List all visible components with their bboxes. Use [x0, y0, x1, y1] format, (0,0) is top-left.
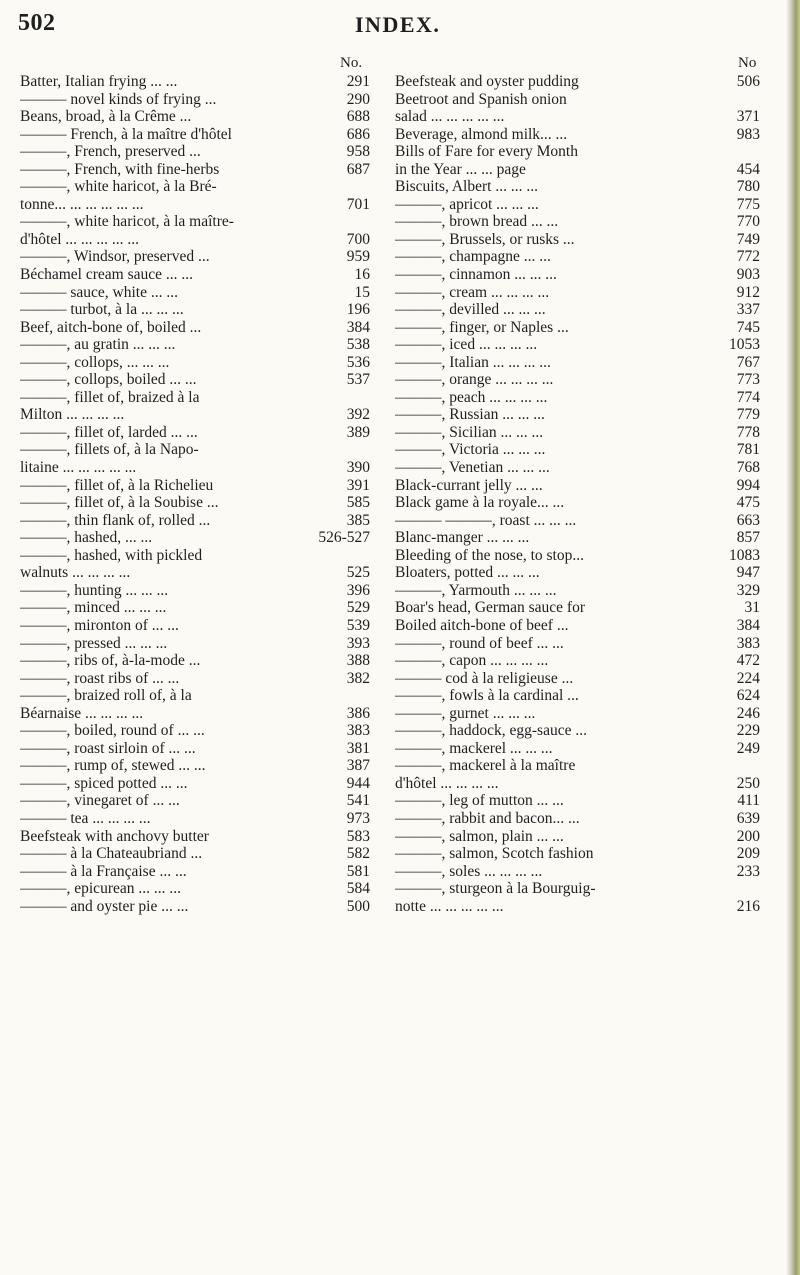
entry-text: ———, fillet of, braized à la	[20, 388, 200, 406]
index-entry	[395, 73, 760, 91]
entry-number: 506	[736, 73, 760, 90]
entry-number: 246	[736, 704, 760, 722]
entry-number: 538	[346, 336, 370, 354]
entry-number: 15	[354, 283, 370, 301]
index-entry	[395, 617, 760, 635]
index-entry	[20, 441, 370, 459]
entry-text: ———, French, with fine-herbs	[20, 160, 220, 178]
entry-number: 781	[736, 441, 760, 459]
entry-number: 584	[346, 880, 370, 898]
index-entry	[395, 670, 760, 688]
entry-number: 224	[736, 669, 760, 687]
entry-number: 291	[346, 73, 370, 90]
entry-number: 216	[736, 897, 760, 915]
entry-number: 1083	[729, 546, 760, 564]
entry-number: 1053	[729, 336, 760, 354]
entry-number: 541	[346, 792, 370, 810]
entry-number: 663	[736, 511, 760, 529]
entry-text: ———, Sicilian ... ... ...	[395, 423, 544, 441]
index-entry	[395, 336, 760, 354]
index-entry	[20, 687, 370, 705]
entry-number: 994	[736, 476, 760, 494]
entry-text: ———, Venetian ... ... ...	[395, 459, 550, 477]
entry-text: ———, sturgeon à la Bourguig-	[395, 880, 596, 898]
entry-number: 31	[744, 599, 760, 617]
entry-number: 583	[346, 827, 370, 845]
index-entry	[20, 740, 370, 758]
entry-number: 249	[736, 739, 760, 757]
index-entry	[20, 284, 370, 302]
entry-number: 229	[736, 722, 760, 740]
entry-text: ——— cod à la religieuse ...	[395, 669, 574, 687]
index-entry	[395, 792, 760, 810]
index-entry	[395, 389, 760, 407]
entry-text: ———, round of beef ... ...	[395, 634, 564, 652]
entry-number: 780	[736, 178, 760, 196]
entry-number: 581	[346, 862, 370, 880]
entry-text: ———, epicurean ... ... ...	[20, 880, 181, 898]
entry-text: ———, haddock, egg-sauce ...	[395, 722, 587, 740]
entry-text: ——— and oyster pie ... ...	[20, 897, 189, 915]
entry-text: ———, Brussels, or rusks ...	[395, 230, 575, 248]
entry-number: 411	[737, 792, 760, 810]
entry-text: ———, salmon, Scotch fashion	[395, 845, 594, 863]
index-entry	[20, 792, 370, 810]
entry-number: 382	[346, 669, 370, 687]
entry-number: 383	[736, 634, 760, 652]
index-entry	[395, 424, 760, 442]
entry-number: 385	[346, 511, 370, 529]
entry-text: ———, collops, boiled ... ...	[20, 371, 197, 389]
entry-number: 529	[346, 599, 370, 617]
entry-number: 390	[346, 459, 370, 477]
entry-number: 329	[736, 581, 760, 599]
entry-text: ———, hashed, ... ...	[20, 529, 153, 547]
index-entry	[395, 722, 760, 740]
entry-text: ——— ———, roast ... ... ...	[395, 511, 577, 529]
index-entry	[395, 880, 760, 898]
entry-number: 290	[346, 90, 370, 108]
index-entry	[395, 91, 760, 109]
entry-text: ———, rabbit and bacon... ...	[395, 809, 580, 827]
left-index-column	[20, 73, 370, 915]
entry-text: ———, ribs of, à-la-mode ...	[20, 652, 201, 670]
entry-text: Bleeding of the nose, to stop...	[395, 546, 584, 564]
entry-text: d'hôtel ... ... ... ... ...	[20, 230, 140, 248]
entry-text: ———, spiced potted ... ...	[20, 774, 188, 792]
entry-text: ——— à la Chateaubriand ...	[20, 845, 203, 863]
entry-number: 773	[736, 371, 760, 389]
entry-text: ———, orange ... ... ... ...	[395, 371, 554, 389]
entry-text: Boiled aitch-bone of beef ...	[395, 616, 569, 634]
entry-number: 983	[736, 125, 760, 143]
index-entry	[20, 582, 370, 600]
index-entry	[395, 248, 760, 266]
entry-text: ———, peach ... ... ... ...	[395, 388, 548, 406]
index-entry	[20, 863, 370, 881]
entry-number: 537	[346, 371, 370, 389]
entry-number: 337	[736, 301, 760, 319]
index-entry	[395, 705, 760, 723]
entry-number: 472	[736, 652, 760, 670]
entry-number: 912	[736, 283, 760, 301]
entry-text: salad ... ... ... ... ...	[395, 108, 505, 126]
entry-text: ———, roast ribs of ... ...	[20, 669, 180, 687]
left-column-header: No.	[340, 55, 363, 71]
index-entry	[395, 231, 760, 249]
entry-number: 959	[346, 248, 370, 266]
entry-number: 233	[736, 862, 760, 880]
entry-text: ———, devilled ... ... ...	[395, 301, 546, 319]
index-entry	[20, 494, 370, 512]
index-entry	[395, 284, 760, 302]
entry-number: 16	[354, 266, 370, 284]
entry-number: 686	[346, 125, 370, 143]
entry-text: ———, Russian ... ... ...	[395, 406, 545, 424]
entry-text: ———, fillet of, larded ... ...	[20, 423, 198, 441]
entry-number: 585	[346, 494, 370, 512]
index-entry	[20, 406, 370, 424]
index-entry	[20, 91, 370, 109]
entry-text: walnuts ... ... ... ...	[20, 564, 131, 582]
entry-text: ———, mackerel à la maître	[395, 757, 576, 775]
entry-number: 624	[736, 687, 760, 705]
index-entry	[395, 143, 760, 161]
entry-number: 947	[736, 564, 760, 582]
entry-number: 700	[346, 230, 370, 248]
entry-text: Beef, aitch-bone of, boiled ...	[20, 318, 202, 336]
index-entry	[20, 108, 370, 126]
index-entry	[395, 635, 760, 653]
entry-number: 500	[346, 897, 370, 915]
index-entry	[20, 880, 370, 898]
right-column-header: No	[738, 55, 757, 71]
entry-number: 383	[346, 722, 370, 740]
index-entry	[395, 740, 760, 758]
entry-text: ———, brown bread ... ...	[395, 213, 559, 231]
index-entry	[395, 810, 760, 828]
index-entry	[395, 108, 760, 126]
index-entry	[395, 898, 760, 916]
entry-number: 639	[736, 809, 760, 827]
index-entry	[395, 828, 760, 846]
entry-text: ———, roast sirloin of ... ...	[20, 739, 196, 757]
index-entry	[395, 161, 760, 179]
entry-text: ———, gurnet ... ... ...	[395, 704, 536, 722]
entry-number: 770	[736, 213, 760, 231]
entry-number: 745	[736, 318, 760, 336]
index-entry	[395, 406, 760, 424]
entry-text: ——— French, à la maître d'hôtel	[20, 125, 232, 143]
index-entry	[395, 477, 760, 495]
entry-text: ———, hashed, with pickled	[20, 546, 203, 564]
index-entry	[20, 178, 370, 196]
entry-text: ———, white haricot, à la Bré-	[20, 178, 217, 196]
index-entry	[395, 319, 760, 337]
entry-text: Bills of Fare for every Month	[395, 143, 578, 161]
index-entry	[20, 389, 370, 407]
running-head: INDEX.	[355, 12, 441, 37]
entry-text: ———, apricot ... ... ...	[395, 195, 539, 213]
index-entry	[20, 775, 370, 793]
entry-number: 381	[346, 739, 370, 757]
entry-number: 526-527	[318, 529, 370, 547]
index-entry	[395, 599, 760, 617]
index-entry	[395, 126, 760, 144]
entry-number: 857	[736, 529, 760, 547]
index-entry	[20, 266, 370, 284]
index-entry	[20, 529, 370, 547]
index-entry	[20, 248, 370, 266]
entry-number: 396	[346, 581, 370, 599]
entry-number: 393	[346, 634, 370, 652]
entry-number: 701	[346, 195, 370, 213]
index-entry	[20, 722, 370, 740]
entry-number: 687	[346, 160, 370, 178]
index-entry	[20, 617, 370, 635]
index-entry	[20, 161, 370, 179]
index-entry	[395, 301, 760, 319]
index-entry	[20, 898, 370, 916]
entry-number: 371	[736, 108, 760, 126]
index-entry	[395, 845, 760, 863]
entry-number: 525	[346, 564, 370, 582]
entry-text: Black-currant jelly ... ...	[395, 476, 543, 494]
index-entry	[395, 512, 760, 530]
index-entry	[20, 810, 370, 828]
index-entry	[20, 564, 370, 582]
entry-number: 388	[346, 652, 370, 670]
entry-text: ———, Yarmouth ... ... ...	[395, 581, 557, 599]
entry-number: 772	[736, 248, 760, 266]
entry-number: 973	[346, 809, 370, 827]
entry-text: Beefsteak and oyster pudding	[395, 73, 579, 90]
index-entry	[20, 213, 370, 231]
entry-text: ——— sauce, white ... ...	[20, 283, 178, 301]
index-entry	[395, 652, 760, 670]
entry-text: Béchamel cream sauce ... ...	[20, 266, 193, 284]
entry-number: 774	[736, 388, 760, 406]
index-entry	[20, 828, 370, 846]
entry-text: ———, braized roll of, à la	[20, 687, 192, 705]
entry-text: ———, white haricot, à la maître-	[20, 213, 234, 231]
entry-text: ———, fillet of, à la Richelieu	[20, 476, 214, 494]
entry-number: 958	[346, 143, 370, 161]
entry-text: ———, vinegaret of ... ...	[20, 792, 180, 810]
entry-number: 384	[346, 318, 370, 336]
entry-number: 454	[736, 160, 760, 178]
entry-number: 392	[346, 406, 370, 424]
entry-text: ———, champagne ... ...	[395, 248, 551, 266]
entry-text: ———, finger, or Naples ...	[395, 318, 569, 336]
entry-text: ——— tea ... ... ... ...	[20, 809, 151, 827]
index-entry	[20, 354, 370, 372]
entry-number: 475	[736, 494, 760, 512]
index-entry	[20, 424, 370, 442]
index-entry	[395, 863, 760, 881]
entry-number: 196	[346, 301, 370, 319]
index-entry	[20, 371, 370, 389]
index-entry	[20, 705, 370, 723]
entry-text: in the Year ... ... page	[395, 160, 526, 178]
index-entry	[20, 599, 370, 617]
entry-number: 903	[736, 266, 760, 284]
entry-number: 775	[736, 195, 760, 213]
index-entry	[20, 196, 370, 214]
entry-number: 391	[346, 476, 370, 494]
entry-text: ———, pressed ... ... ...	[20, 634, 168, 652]
entry-text: Black game à la royale... ...	[395, 494, 565, 512]
index-entry	[395, 775, 760, 793]
entry-number: 582	[346, 845, 370, 863]
entry-text: ———, fillet of, à la Soubise ...	[20, 494, 219, 512]
entry-number: 389	[346, 423, 370, 441]
index-entry	[20, 547, 370, 565]
entry-text: ———, salmon, plain ... ...	[395, 827, 564, 845]
entry-text: ——— turbot, à la ... ... ...	[20, 301, 184, 319]
entry-text: Beverage, almond milk... ...	[395, 125, 568, 143]
index-entry	[395, 196, 760, 214]
index-entry	[395, 266, 760, 284]
entry-number: 944	[346, 774, 370, 792]
index-entry	[20, 670, 370, 688]
entry-number: 749	[736, 230, 760, 248]
index-entry	[20, 231, 370, 249]
entry-number: 688	[346, 108, 370, 126]
entry-number: 387	[346, 757, 370, 775]
entry-text: ———, rump of, stewed ... ...	[20, 757, 206, 775]
entry-text: Biscuits, Albert ... ... ...	[395, 178, 538, 196]
entry-text: Milton ... ... ... ...	[20, 406, 125, 424]
index-entry	[20, 126, 370, 144]
index-entry	[20, 459, 370, 477]
entry-text: Batter, Italian frying ... ...	[20, 73, 178, 90]
entry-text: ———, minced ... ... ...	[20, 599, 167, 617]
index-entry	[395, 547, 760, 565]
entry-text: Beefsteak with anchovy butter	[20, 827, 209, 845]
index-entry	[395, 459, 760, 477]
entry-text: Beans, broad, à la Crême ...	[20, 108, 192, 126]
index-entry	[20, 512, 370, 530]
entry-text: ———, cinnamon ... ... ...	[395, 266, 557, 284]
entry-text: ———, fowls à la cardinal ...	[395, 687, 579, 705]
index-entry	[395, 354, 760, 372]
entry-text: ——— novel kinds of frying ...	[20, 90, 217, 108]
entry-text: tonne... ... ... ... ... ...	[20, 195, 144, 213]
entry-number: 536	[346, 353, 370, 371]
page-edge	[786, 0, 800, 1275]
index-entry	[20, 319, 370, 337]
entry-text: ———, French, preserved ...	[20, 143, 201, 161]
index-entry	[395, 757, 760, 775]
entry-text: ———, iced ... ... ... ...	[395, 336, 538, 354]
index-entry	[395, 178, 760, 196]
index-entry	[20, 477, 370, 495]
entry-number: 386	[346, 704, 370, 722]
entry-text: ———, fillets of, à la Napo-	[20, 441, 199, 459]
index-entry	[20, 845, 370, 863]
entry-number: 384	[736, 616, 760, 634]
entry-text: Bloaters, potted ... ... ...	[395, 564, 540, 582]
entry-text: ———, soles ... ... ... ...	[395, 862, 543, 880]
entry-number: 768	[736, 459, 760, 477]
right-index-column	[395, 73, 760, 915]
entry-text: Beetroot and Spanish onion	[395, 90, 567, 108]
entry-text: ———, collops, ... ... ...	[20, 353, 170, 371]
entry-text: ———, thin flank of, rolled ...	[20, 511, 211, 529]
entry-text: Béarnaise ... ... ... ...	[20, 704, 144, 722]
entry-text: litaine ... ... ... ... ...	[20, 459, 137, 477]
index-entry	[395, 529, 760, 547]
index-entry	[395, 494, 760, 512]
index-entry	[20, 301, 370, 319]
index-entry	[20, 635, 370, 653]
entry-text: ———, au gratin ... ... ...	[20, 336, 176, 354]
entry-text: ——— à la Française ... ...	[20, 862, 187, 880]
entry-number: 250	[736, 774, 760, 792]
entry-number: 200	[736, 827, 760, 845]
index-entry	[395, 371, 760, 389]
index-entry	[395, 687, 760, 705]
index-entry	[395, 582, 760, 600]
entry-text: ———, capon ... ... ... ...	[395, 652, 549, 670]
entry-text: d'hôtel ... ... ... ...	[395, 774, 499, 792]
entry-text: Boar's head, German sauce for	[395, 599, 586, 617]
entry-text: ———, Victoria ... ... ...	[395, 441, 546, 459]
entry-text: ———, leg of mutton ... ...	[395, 792, 564, 810]
entry-text: Blanc-manger ... ... ...	[395, 529, 530, 547]
entry-number: 779	[736, 406, 760, 424]
index-entry	[20, 143, 370, 161]
entry-text: ———, cream ... ... ... ...	[395, 283, 550, 301]
entry-number: 209	[736, 845, 760, 863]
entry-text: ———, Italian ... ... ... ...	[395, 353, 551, 371]
entry-text: ———, Windsor, preserved ...	[20, 248, 210, 266]
entry-text: ———, mackerel ... ... ...	[395, 739, 553, 757]
index-entry	[20, 652, 370, 670]
entry-number: 778	[736, 423, 760, 441]
entry-text: ———, hunting ... ... ...	[20, 581, 169, 599]
entry-number: 539	[346, 616, 370, 634]
entry-text: ———, mironton of ... ...	[20, 616, 179, 634]
index-entry	[395, 213, 760, 231]
index-entry	[395, 441, 760, 459]
entry-text: notte ... ... ... ... ...	[395, 897, 504, 915]
index-entry	[20, 73, 370, 91]
entry-text: ———, boiled, round of ... ...	[20, 722, 205, 740]
entry-number: 767	[736, 353, 760, 371]
index-entry	[395, 564, 760, 582]
index-entry	[20, 336, 370, 354]
page-number: 502	[18, 10, 56, 36]
index-entry	[20, 757, 370, 775]
